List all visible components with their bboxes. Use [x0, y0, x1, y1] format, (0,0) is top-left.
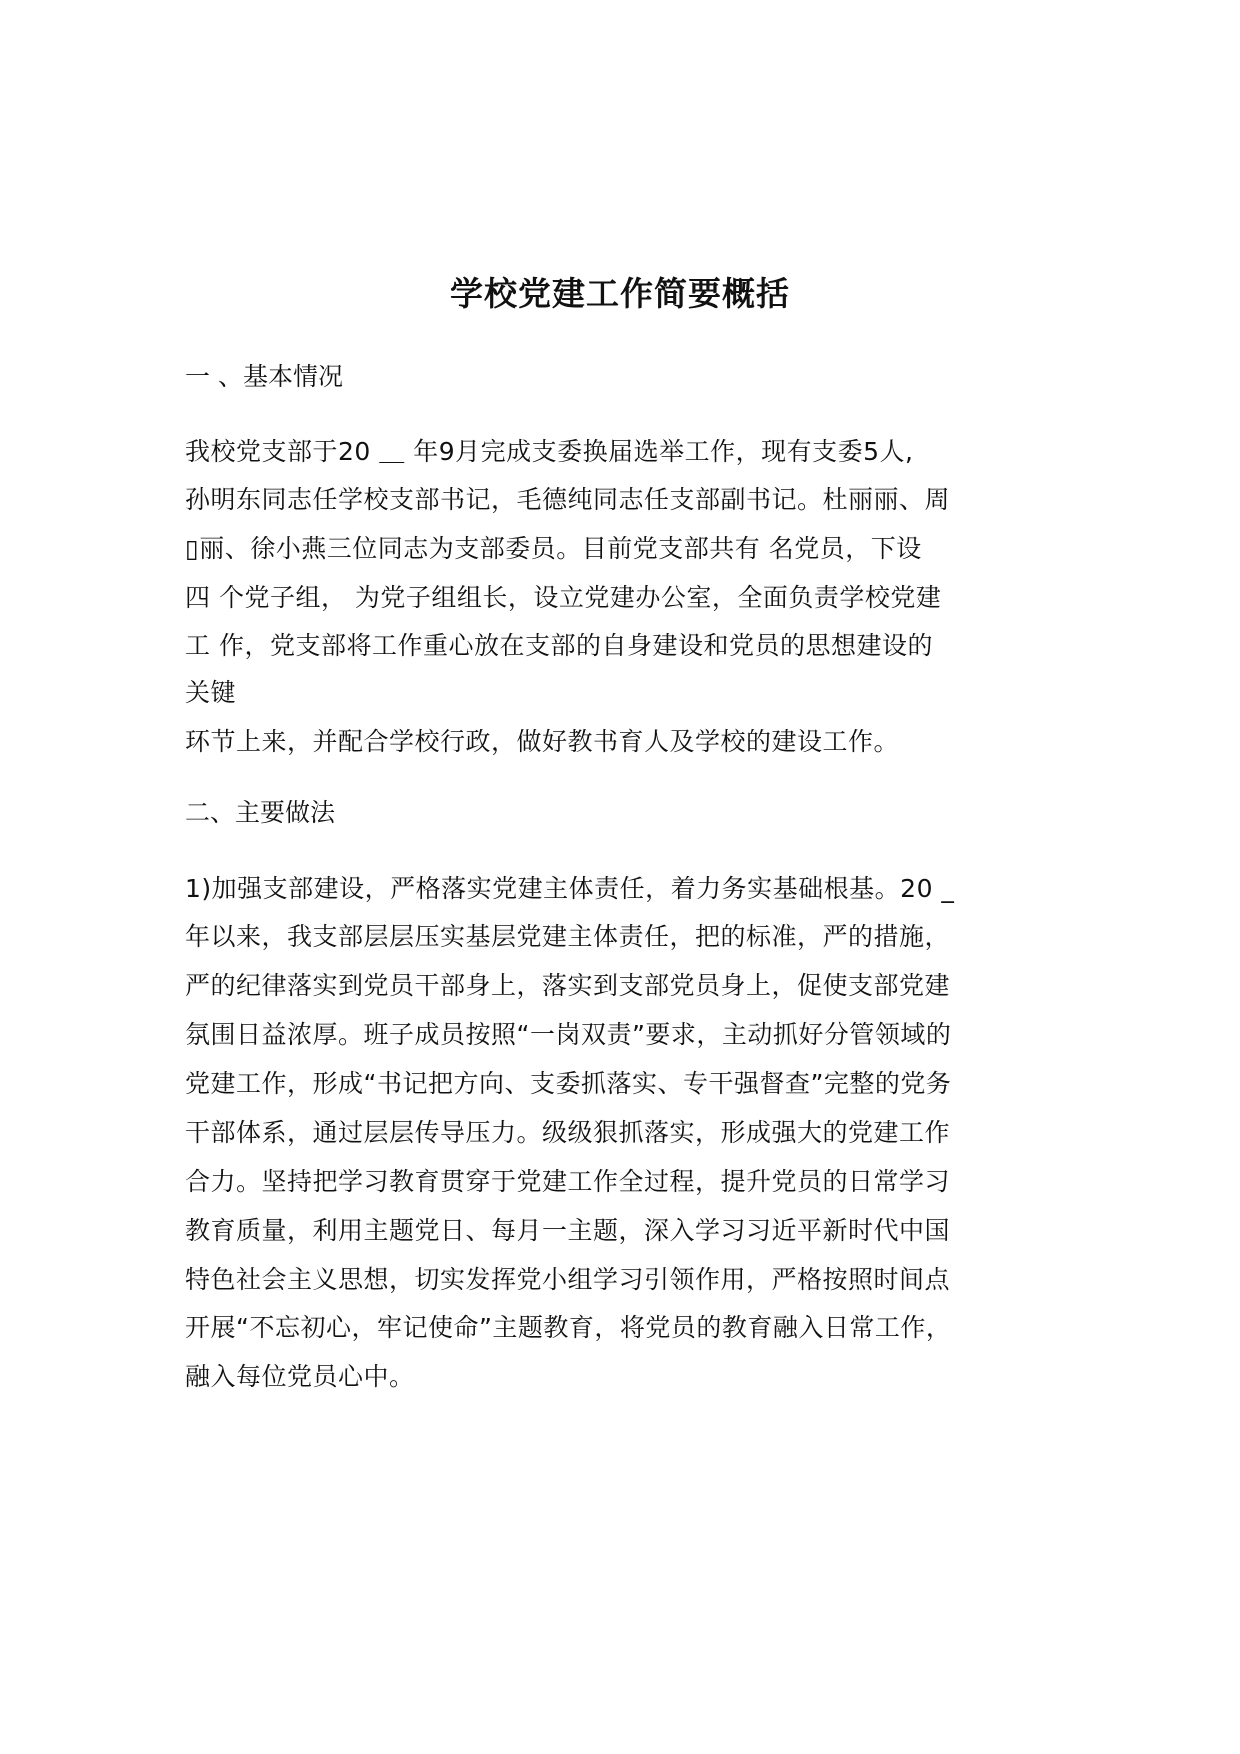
paragraph-line: 孙明东同志任学校支部书记，毛德纯同志任支部副书记。杜丽丽、周 [185, 485, 951, 514]
paragraph-line: 四 个党子组， 为党子组组长，设立党建办公室，全面负责学校党建 [185, 583, 942, 612]
paragraph-line: 合力。坚持把学习教育贯穿于党建工作全过程，提升党员的日常学习 [185, 1167, 951, 1196]
paragraph-line: 环节上来，并配合学校行政，做好教书育人及学校的建设工作。 [185, 727, 900, 756]
paragraph-line: 开展“不忘初心，牢记使命”主题教育，将党员的教育融入日常工作， [185, 1313, 952, 1342]
paragraph-line: ▯丽、徐小燕三位同志为支部委员。目前党支部共有 名党员，下设 [185, 534, 922, 563]
paragraph-line: 党建工作，形成“书记把方向、支委抓落实、专干强督查”完整的党务 [185, 1069, 952, 1098]
paragraph-line: 关键 [185, 678, 237, 707]
paragraph-line: 干部体系，通过层层传导压力。级级狠抓落实，形成强大的党建工作 [185, 1118, 951, 1147]
section-heading-main-practices: 二、主要做法 [185, 798, 336, 827]
paragraph-line: 1)加强支部建设，严格落实党建主体责任，着力务实基础根基。20 _ [185, 874, 955, 903]
section-heading-basic-situation: 一 、基本情况 [185, 362, 343, 391]
paragraph-line: 教育质量，利用主题党日、每月一主题，深入学习习近平新时代中国 [185, 1216, 951, 1245]
paragraph-line: 融入每位党员心中。 [185, 1362, 415, 1391]
paragraph-line: 特色社会主义思想，切实发挥党小组学习引领作用，严格按照时间点 [185, 1265, 951, 1294]
paragraph-line: 氛围日益浓厚。班子成员按照“一岗双责”要求，主动抓好分管领域的 [185, 1020, 952, 1049]
paragraph-line: 年以来，我支部层层压实基层党建主体责任，把的标准，严的措施， [185, 922, 951, 951]
paragraph-line: 工 作，党支部将工作重心放在支部的自身建设和党员的思想建设的 [185, 631, 933, 660]
paragraph-line: 严的纪律落实到党员干部身上，落实到支部党员身上，促使支部党建 [185, 971, 951, 1000]
document-title: 学校党建工作简要概括 [450, 274, 790, 313]
paragraph-line: 我校党支部于20 ＿ 年9月完成支委换届选举工作，现有支委5人, [185, 437, 914, 466]
